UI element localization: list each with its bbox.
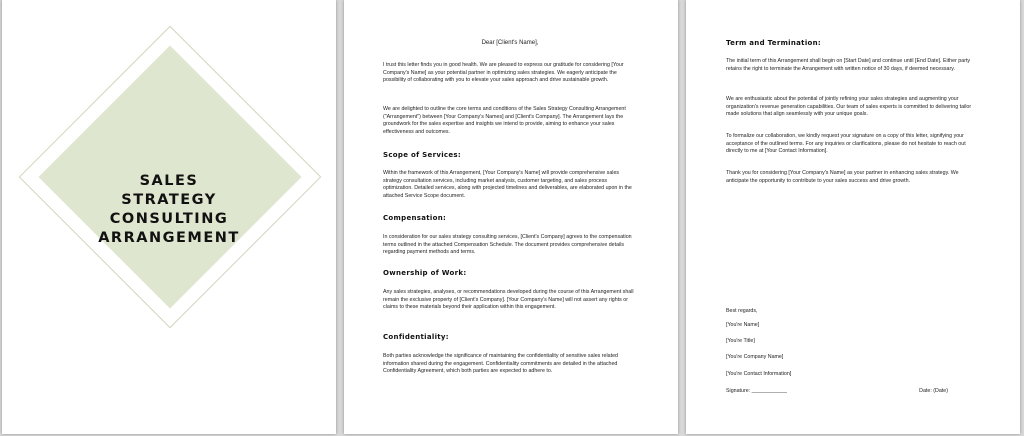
closing-body	[726, 0, 982, 434]
ownership-paragraph: Any sales strategies, analyses, or recommendations developed during the course of this Arrangement shall remain the exclusive property of [Client's Company]. [Your Company's Name] will not assert any rights or claims to these materials beyond their application within this engagement.	[383, 289, 634, 311]
scope-paragraph: Within the framework of this Arrangement, [Your Company's Name] will provide comprehensive sales strategy consultation services, including market analysis, customer targeting, and sales process optimization. Detailed services, along with projected timelines and deliverables, are elaborated upon in the attached Service Scope document.	[383, 170, 632, 199]
term-heading: Term and Termination:	[726, 39, 822, 47]
closing-page	[686, 0, 1020, 434]
signature-line: Signature: ____________	[726, 388, 787, 394]
confidentiality-paragraph: Both parties acknowledge the significance of maintaining the confidentiality of sensitive sales related information shared during the engagement. Confidentiality commitments are detailed in the attached Confidentiality Agreement, which both parties are expected to adhere to.	[383, 353, 618, 375]
date-line: Date: (Date)	[919, 388, 948, 394]
thanks-paragraph: Thank you for considering [Your Company's Name] as your partner in enhancing sales strategy. We anticipate the opportunity to contribute to your sales success and drive growth.	[726, 170, 959, 184]
letter-page	[344, 0, 678, 434]
signer-contact: [You're Contact Information]	[726, 371, 792, 377]
compensation-heading: Compensation:	[383, 214, 447, 222]
confidentiality-heading: Confidentiality:	[383, 333, 449, 341]
compensation-paragraph: In consideration for our sales strategy consulting services, [Client's Company] agrees to the compensation terms outlined in the attached Compensation Schedule. The document provides comprehensive details regarding payment methods and terms.	[383, 234, 632, 256]
ownership-heading: Ownership of Work:	[383, 269, 467, 277]
scope-heading: Scope of Services:	[383, 151, 461, 159]
signer-name: [You're Name]	[726, 322, 760, 328]
intro-paragraph-2: We are delighted to outline the core terms and conditions of the Sales Strategy Consulting Arrangement ("Arrangement") between [Your Company's Names] and [Client's Company]. The Arrangement lays the groundwork for the sales expertise and insights we intend to provide, aiming to enhance your sales effectiveness and outcomes.	[383, 106, 626, 135]
cover-title-line: SALES	[139, 173, 199, 189]
cover-title	[69, 172, 269, 248]
intro-paragraph-1: I trust this letter finds you in good health. We are pleased to express our gratitude for considering [Your Company's Name] as your potential partner in optimizing sales strategies. We eagerly anticipate the possibility of collaborating with you to elevate your sales approach and drive sustainable growth.	[383, 62, 624, 84]
regards-text: Best regards,	[726, 308, 758, 314]
cover-title-line: STRATEGY	[121, 192, 217, 208]
signer-company: [You're Company Name]	[726, 354, 784, 360]
cover-title-line: CONSULTING	[109, 211, 229, 227]
letter-body	[383, 0, 637, 434]
term-paragraph: The initial term of this Arrangement shall begin on [Start Date] and continue until [End Date]. Either party retains the right to terminate the Arrangement with written notice of 30 days, if deemed necessary.	[726, 58, 971, 72]
cover-page	[2, 0, 336, 434]
enthusiasm-paragraph: We are enthusiastic about the potential of jointly refining your sales strategies and augmenting your organization's revenue generation capabilities. Our team of sales experts is committed to delivering tailor made solutions that align seamlessly with your unique goals.	[726, 96, 972, 118]
cover-title-line: ARRANGEMENT	[98, 230, 240, 246]
signer-title: [You're Title]	[726, 338, 755, 344]
salutation: Dear [Client's Name],	[481, 40, 539, 46]
formalize-paragraph: To formalize our collaboration, we kindly request your signature on a copy of this letter, signifying your acceptance of the outlined terms. For any inquiries or clarifications, please do not hesitate to reach out directly to me at [Your Contact Information].	[726, 133, 966, 155]
